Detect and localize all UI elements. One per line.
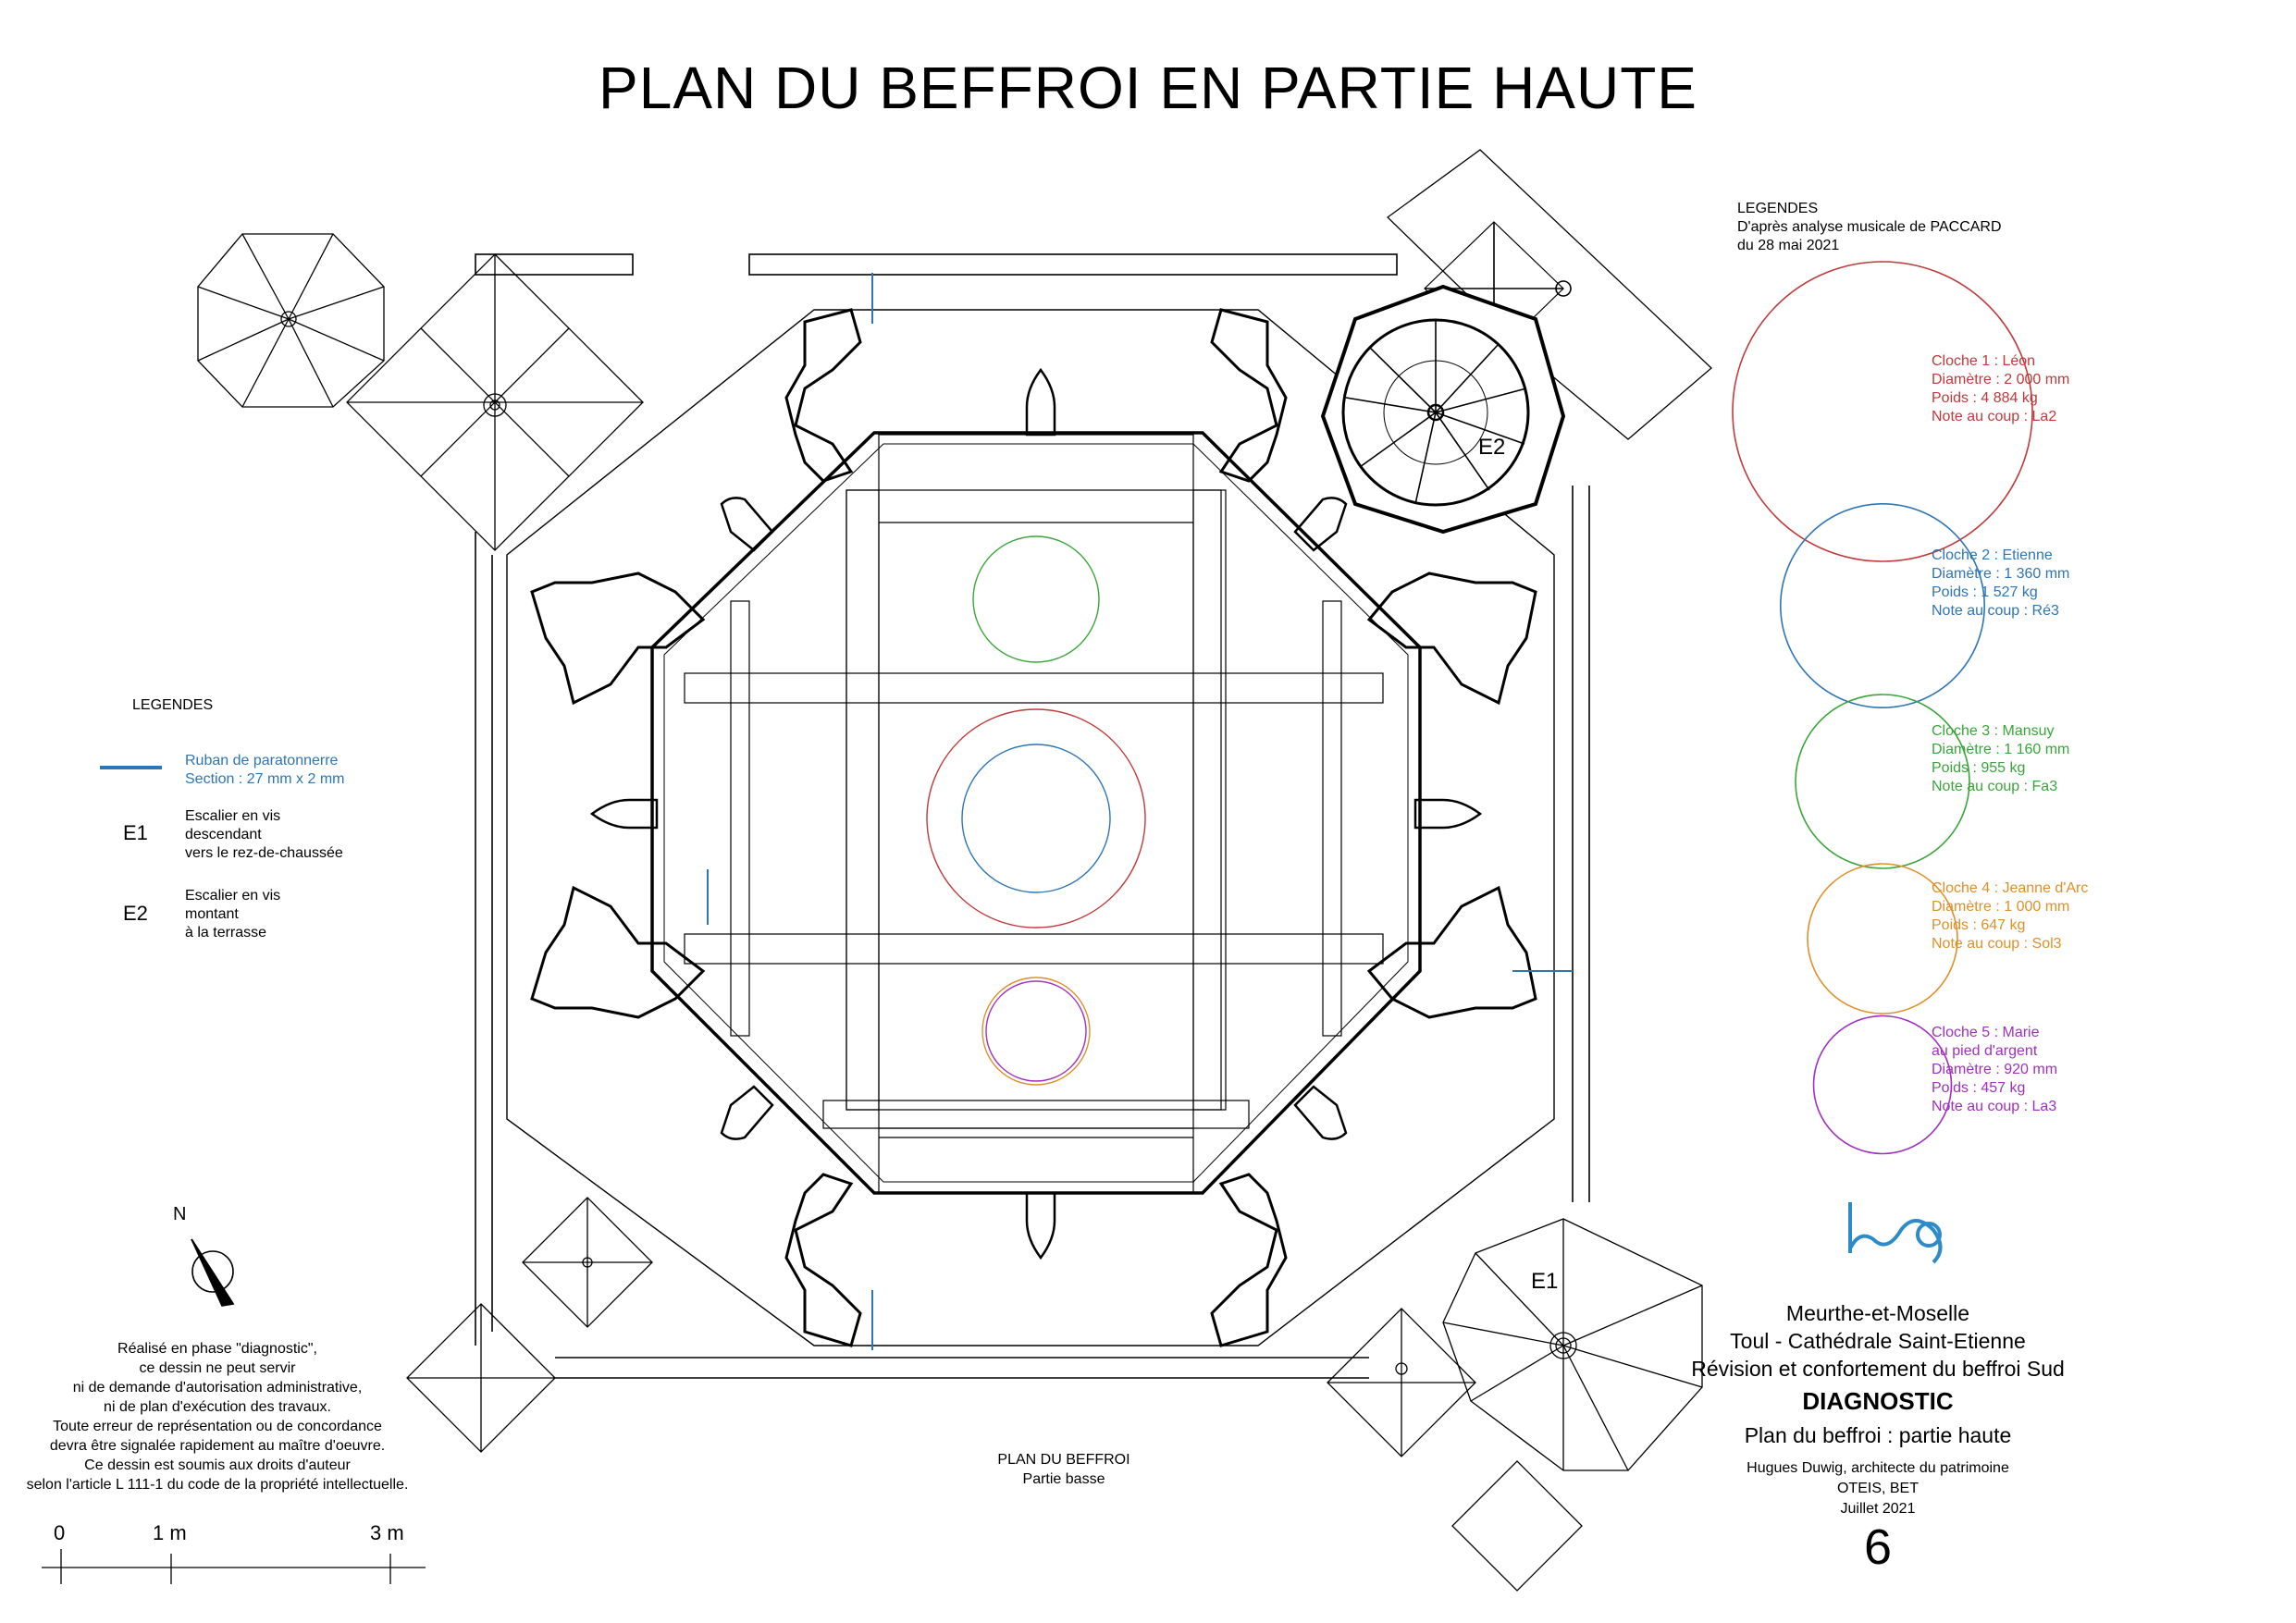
bell-legend-line: Cloche 3 : Mansuy <box>1932 723 2055 739</box>
scale-label-0: 0 <box>54 1521 66 1544</box>
bell-legend-line: Cloche 5 : Marie <box>1932 1025 2040 1040</box>
scale-bar <box>42 1549 426 1584</box>
se-roofs-e1 <box>1327 1219 1702 1591</box>
bell-legend-line: Diamètre : 920 mm <box>1932 1062 2058 1077</box>
plan-label-e2: E2 <box>1478 435 1506 460</box>
scale-label-1m: 1 m <box>153 1521 187 1544</box>
bell-legend-line: Diamètre : 1 160 mm <box>1932 742 2070 757</box>
disclaimer-line: Toute erreur de représentation ou de concordance <box>53 1419 382 1434</box>
scale-label-3m: 3 m <box>370 1521 404 1544</box>
bell-legend-line: Note au coup : Ré3 <box>1932 603 2059 619</box>
bell-legend-line: Cloche 1 : Léon <box>1932 353 2036 369</box>
disclaimer-line: ce dessin ne peut servir <box>139 1360 296 1376</box>
sw-roofs <box>407 1198 652 1452</box>
disclaimer-line: Ce dessin est soumis aux droits d'auteur <box>84 1457 351 1473</box>
bells-legend-date: du 28 mai 2021 <box>1737 238 1840 253</box>
title-block-phase: DIAGNOSTIC <box>1802 1387 1954 1415</box>
title-block-date: Juillet 2021 <box>1840 1501 1916 1517</box>
bell-legend-line: au pied d'argent <box>1932 1043 2038 1059</box>
bell-legend-label-4 <box>1932 879 2088 953</box>
title-block-department: Meurthe-et-Moselle <box>1785 1301 1970 1325</box>
tower-inner-octagon <box>652 433 1420 1193</box>
bell-legend-line: Diamètre : 1 000 mm <box>1932 899 2070 915</box>
lower-plan-title: PLAN DU BEFFROI <box>997 1452 1130 1468</box>
title-block-author: Hugues Duwig, architecte du patrimoine <box>1747 1460 2009 1476</box>
bell-legend-line: Note au coup : Sol3 <box>1932 936 2062 952</box>
disclaimer-line: selon l'article L 111-1 du code de la propriété intellectuelle. <box>26 1477 409 1493</box>
lightning-legend-label: Ruban de paratonnerre <box>185 753 339 768</box>
disclaimer-line: ni de demande d'autorisation administrative, <box>72 1380 363 1396</box>
bell-legend-line: Poids : 4 884 kg <box>1932 390 2038 406</box>
title-block-bet: OTEIS, BET <box>1836 1481 1919 1496</box>
title-block-site: Toul - Cathédrale Saint-Etienne <box>1730 1329 2026 1353</box>
bells-on-plan <box>927 536 1145 1085</box>
bells-legend-source: D'après analyse musicale de PACCARD <box>1737 219 2002 235</box>
e2-legend-line1: Escalier en vis <box>185 888 281 904</box>
bell-legend-line: Poids : 647 kg <box>1932 917 2026 933</box>
e2-legend-line3: à la terrasse <box>185 925 267 941</box>
title-block-sheet-title: Plan du beffroi : partie haute <box>1744 1423 2012 1447</box>
disclaimer-line: devra être signalée rapidement au maître d'oeuvre. <box>49 1438 386 1454</box>
hdop-logo-icon <box>1850 1202 1941 1262</box>
nw-roofs <box>198 234 643 550</box>
lower-plan-subtitle: Partie basse <box>1022 1471 1105 1487</box>
bell-legend-line: Note au coup : La2 <box>1932 409 2057 424</box>
title-block <box>1674 1299 2081 1575</box>
e1-legend-code: E1 <box>123 821 148 844</box>
bell-legend-label-1 <box>1932 352 2069 426</box>
page-title: PLAN DU BEFFROI EN PARTIE HAUTE <box>599 55 1697 121</box>
bell-legend-label-2 <box>1932 547 2069 621</box>
bell-legend-line: Poids : 457 kg <box>1932 1080 2026 1096</box>
bell-legend-line: Note au coup : Fa3 <box>1932 779 2058 794</box>
bell-legend-line: Diamètre : 2 000 mm <box>1932 372 2070 387</box>
disclaimer-line: Réalisé en phase "diagnostic", <box>117 1341 317 1357</box>
bell-frame <box>685 435 1383 1193</box>
e1-legend-line1: Escalier en vis <box>185 808 281 824</box>
left-legend-heading: LEGENDES <box>132 697 214 713</box>
bell-legend-line: Note au coup : La3 <box>1932 1099 2057 1114</box>
title-block-project: Révision et confortement du beffroi Sud <box>1691 1357 2065 1381</box>
bells-legend-heading: LEGENDES <box>1737 201 1819 216</box>
sheet-number: 6 <box>1863 1519 1893 1575</box>
ne-stair-e2 <box>1323 150 1711 532</box>
disclaimer-block <box>0 1339 435 1494</box>
bell-legend-line: Cloche 4 : Jeanne d'Arc <box>1932 880 2089 896</box>
e2-legend-code: E2 <box>123 902 148 925</box>
north-label: N <box>173 1204 187 1224</box>
plan-label-e1: E1 <box>1531 1269 1559 1294</box>
bell-legend-line: Poids : 1 527 kg <box>1932 584 2038 600</box>
bell-legend-line: Diamètre : 1 360 mm <box>1932 566 2070 582</box>
bell-legend-line: Cloche 2 : Etienne <box>1932 547 2053 563</box>
north-arrow-icon <box>191 1239 233 1306</box>
e1-legend-line3: vers le rez-de-chaussée <box>185 845 343 861</box>
e2-legend-line2: montant <box>185 906 239 922</box>
small-pinnacles <box>592 370 1480 1258</box>
bell-legend-label-3 <box>1932 722 2069 796</box>
lightning-legend-section: Section : 27 mm x 2 mm <box>185 771 345 787</box>
e1-legend-line2: descendant <box>185 827 262 842</box>
disclaimer-line: ni de plan d'exécution des travaux. <box>104 1399 331 1415</box>
bell-legend-label-5 <box>1932 1024 2057 1116</box>
bell-legend-line: Poids : 955 kg <box>1932 760 2026 776</box>
